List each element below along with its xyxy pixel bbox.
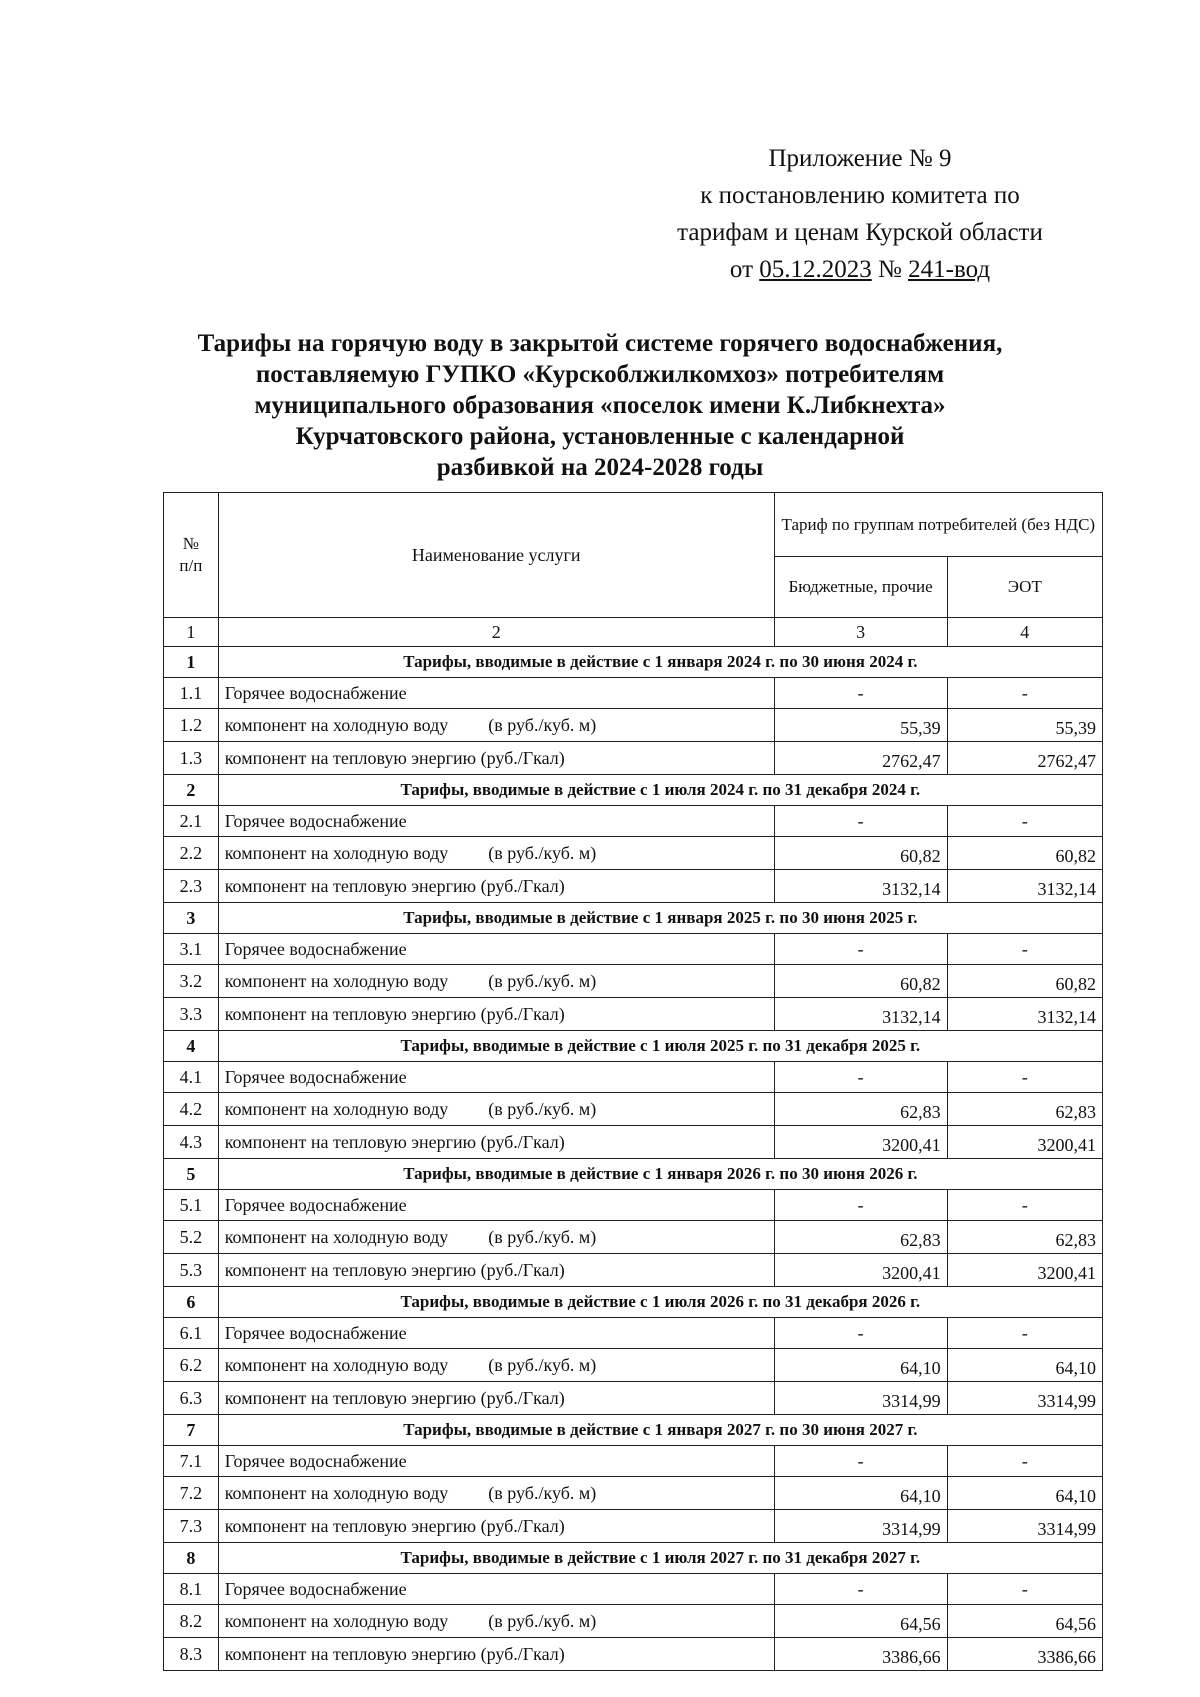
tariff-budget: 62,83 xyxy=(774,1221,947,1254)
service-name-text: Горячее водоснабжение xyxy=(224,682,407,703)
service-unit: (в руб./куб. м) xyxy=(488,970,597,991)
service-name-text: Горячее водоснабжение xyxy=(224,1578,407,1599)
tariff-eot: 3200,41 xyxy=(947,1126,1102,1159)
service-name-text: компонент на холодную воду xyxy=(224,1610,449,1631)
tariff-table xyxy=(163,492,1103,1671)
tariff-eot: 64,10 xyxy=(947,1477,1102,1510)
column-numbers-row xyxy=(164,618,1103,647)
title-line-5: разбивкой на 2024-2028 годы xyxy=(436,454,764,481)
tariff-budget: - xyxy=(774,1062,947,1093)
period-row xyxy=(164,1159,1103,1190)
column-number: 3 xyxy=(774,618,947,647)
service-name xyxy=(218,1574,774,1605)
row-number: 2.3 xyxy=(164,870,219,903)
table-row xyxy=(164,1638,1103,1671)
table-row xyxy=(164,837,1103,870)
service-name-text: компонент на холодную воду xyxy=(224,1482,449,1503)
table-row xyxy=(164,1062,1103,1093)
tariff-budget: 60,82 xyxy=(774,965,947,998)
table-row xyxy=(164,1446,1103,1477)
service-name-text: компонент на тепловую энергию (руб./Гкал) xyxy=(224,875,565,896)
tariff-eot: - xyxy=(947,1574,1102,1605)
table-row xyxy=(164,1318,1103,1349)
period-title: Тарифы, вводимые в действие с 1 января 2026 г. по 30 июня 2026 г. xyxy=(218,1159,1102,1190)
service-name xyxy=(218,1318,774,1349)
title-line-4: Курчатовского района, установленные с календарной xyxy=(295,423,905,450)
header-number xyxy=(164,493,219,618)
row-number: 7.3 xyxy=(164,1510,219,1543)
tariff-eot: 3314,99 xyxy=(947,1510,1102,1543)
tariff-eot: 3200,41 xyxy=(947,1254,1102,1287)
header-budget: Бюджетные, прочие xyxy=(774,556,947,618)
row-number: 4.2 xyxy=(164,1093,219,1126)
service-name xyxy=(218,1221,774,1254)
service-name xyxy=(218,1254,774,1287)
tariff-budget: - xyxy=(774,1318,947,1349)
period-row xyxy=(164,1287,1103,1318)
tariff-budget: 3200,41 xyxy=(774,1254,947,1287)
tariff-eot: - xyxy=(947,1062,1102,1093)
table-row xyxy=(164,1190,1103,1221)
tariff-eot: - xyxy=(947,934,1102,965)
period-number: 5 xyxy=(164,1159,219,1190)
service-name-text: Горячее водоснабжение xyxy=(224,1322,407,1343)
service-name xyxy=(218,1510,774,1543)
row-number: 3.3 xyxy=(164,998,219,1031)
table-row xyxy=(164,1254,1103,1287)
row-number: 8.1 xyxy=(164,1574,219,1605)
tariff-budget: - xyxy=(774,1190,947,1221)
period-title: Тарифы, вводимые в действие с 1 июля 2025 г. по 31 декабря 2025 г. xyxy=(218,1031,1102,1062)
service-name-text: компонент на тепловую энергию (руб./Гкал) xyxy=(224,1387,565,1408)
row-number: 4.1 xyxy=(164,1062,219,1093)
row-number: 3.1 xyxy=(164,934,219,965)
row-number: 5.1 xyxy=(164,1190,219,1221)
tariff-budget: 64,10 xyxy=(774,1477,947,1510)
period-row xyxy=(164,903,1103,934)
service-name xyxy=(218,934,774,965)
title-line-3: муниципального образования «поселок имени К.Либкнехта» xyxy=(254,392,946,419)
table-row xyxy=(164,1510,1103,1543)
service-name-text: Горячее водоснабжение xyxy=(224,1066,407,1087)
column-number: 1 xyxy=(164,618,219,647)
tariff-eot: 2762,47 xyxy=(947,742,1102,775)
period-row xyxy=(164,1415,1103,1446)
row-number: 2.2 xyxy=(164,837,219,870)
service-name xyxy=(218,806,774,837)
tariff-eot: 60,82 xyxy=(947,837,1102,870)
decree-date: 05.12.2023 xyxy=(759,256,872,283)
service-name-text: компонент на холодную воду xyxy=(224,1226,449,1247)
table-row xyxy=(164,806,1103,837)
row-number: 6.2 xyxy=(164,1349,219,1382)
service-name-text: компонент на тепловую энергию (руб./Гкал) xyxy=(224,1259,565,1280)
tariff-budget: 2762,47 xyxy=(774,742,947,775)
service-name xyxy=(218,965,774,998)
service-name-text: компонент на тепловую энергию (руб./Гкал) xyxy=(224,1131,565,1152)
period-title: Тарифы, вводимые в действие с 1 июля 2027 г. по 31 декабря 2027 г. xyxy=(218,1543,1102,1574)
period-title: Тарифы, вводимые в действие с 1 января 2027 г. по 30 июня 2027 г. xyxy=(218,1415,1102,1446)
period-title: Тарифы, вводимые в действие с 1 января 2024 г. по 30 июня 2024 г. xyxy=(218,647,1102,678)
service-name-text: компонент на холодную воду xyxy=(224,714,449,735)
decree-number: 241-вод xyxy=(908,256,991,283)
tariff-eot: 55,39 xyxy=(947,709,1102,742)
tariff-budget: - xyxy=(774,678,947,709)
tariff-eot: - xyxy=(947,1318,1102,1349)
tariff-budget: - xyxy=(774,934,947,965)
appendix-header xyxy=(640,140,1080,288)
tariff-eot: 3386,66 xyxy=(947,1638,1102,1671)
service-unit: (в руб./куб. м) xyxy=(488,1226,597,1247)
service-name-text: компонент на холодную воду xyxy=(224,1354,449,1375)
period-number: 7 xyxy=(164,1415,219,1446)
header-number-text: № п/п xyxy=(179,534,203,575)
table-row xyxy=(164,1093,1103,1126)
service-name xyxy=(218,1605,774,1638)
service-name-text: компонент на тепловую энергию (руб./Гкал) xyxy=(224,747,565,768)
tariff-budget: 3314,99 xyxy=(774,1510,947,1543)
tariff-eot: 60,82 xyxy=(947,965,1102,998)
row-number: 1.3 xyxy=(164,742,219,775)
period-number: 6 xyxy=(164,1287,219,1318)
tariff-budget: - xyxy=(774,1446,947,1477)
table-row xyxy=(164,1477,1103,1510)
row-number: 8.2 xyxy=(164,1605,219,1638)
appendix-line-3: тарифам и ценам Курской области xyxy=(677,219,1043,246)
tariff-budget: 64,56 xyxy=(774,1605,947,1638)
tariff-budget: 55,39 xyxy=(774,709,947,742)
row-number: 5.3 xyxy=(164,1254,219,1287)
service-name xyxy=(218,998,774,1031)
header-eot: ЭОТ xyxy=(947,556,1102,618)
tariff-budget: 62,83 xyxy=(774,1093,947,1126)
appendix-title: Приложение № 9 xyxy=(768,145,952,172)
service-unit: (в руб./куб. м) xyxy=(488,842,597,863)
number-prefix: № xyxy=(871,256,909,283)
table-row xyxy=(164,934,1103,965)
period-title: Тарифы, вводимые в действие с 1 июля 2024 г. по 31 декабря 2024 г. xyxy=(218,775,1102,806)
tariff-budget: 60,82 xyxy=(774,837,947,870)
row-number: 1.1 xyxy=(164,678,219,709)
service-unit: (в руб./куб. м) xyxy=(488,1482,597,1503)
tariff-eot: - xyxy=(947,1190,1102,1221)
service-name xyxy=(218,1477,774,1510)
table-row xyxy=(164,709,1103,742)
row-number: 7.1 xyxy=(164,1446,219,1477)
title-line-1: Тарифы на горячую воду в закрытой системе горячего водоснабжения, xyxy=(197,330,1003,357)
period-number: 8 xyxy=(164,1543,219,1574)
service-name-text: Горячее водоснабжение xyxy=(224,938,407,959)
date-prefix: от xyxy=(729,256,760,283)
tariff-eot: - xyxy=(947,1446,1102,1477)
title-line-2: поставляемую ГУПКО «Курскоблжилкомхоз» потребителям xyxy=(255,361,945,388)
service-name xyxy=(218,837,774,870)
service-name-text: компонент на тепловую энергию (руб./Гкал) xyxy=(224,1643,565,1664)
tariff-eot: 64,56 xyxy=(947,1605,1102,1638)
table-body xyxy=(164,647,1103,1671)
service-name xyxy=(218,678,774,709)
row-number: 6.3 xyxy=(164,1382,219,1415)
service-name-text: компонент на тепловую энергию (руб./Гкал) xyxy=(224,1003,565,1024)
service-name-text: компонент на холодную воду xyxy=(224,970,449,991)
service-name-text: компонент на тепловую энергию (руб./Гкал) xyxy=(224,1515,565,1536)
tariff-budget: 3132,14 xyxy=(774,870,947,903)
tariff-budget: - xyxy=(774,806,947,837)
service-name xyxy=(218,1190,774,1221)
table-row xyxy=(164,1349,1103,1382)
row-number: 5.2 xyxy=(164,1221,219,1254)
service-name-text: компонент на холодную воду xyxy=(224,1098,449,1119)
row-number: 8.3 xyxy=(164,1638,219,1671)
service-name-text: Горячее водоснабжение xyxy=(224,1450,407,1471)
tariff-eot: - xyxy=(947,678,1102,709)
service-unit: (в руб./куб. м) xyxy=(488,1610,597,1631)
tariff-eot: 3132,14 xyxy=(947,870,1102,903)
tariff-budget: 3132,14 xyxy=(774,998,947,1031)
tariff-eot: 62,83 xyxy=(947,1093,1102,1126)
column-number: 4 xyxy=(947,618,1102,647)
document-title xyxy=(130,328,1070,483)
row-number: 2.1 xyxy=(164,806,219,837)
service-name-text: Горячее водоснабжение xyxy=(224,810,407,831)
table-header xyxy=(164,493,1103,647)
row-number: 1.2 xyxy=(164,709,219,742)
tariff-eot: 64,10 xyxy=(947,1349,1102,1382)
tariff-budget: 3386,66 xyxy=(774,1638,947,1671)
header-service-name: Наименование услуги xyxy=(218,493,774,618)
tariff-budget: 3200,41 xyxy=(774,1126,947,1159)
service-name xyxy=(218,870,774,903)
service-name-text: Горячее водоснабжение xyxy=(224,1194,407,1215)
service-unit: (в руб./куб. м) xyxy=(488,714,597,735)
tariff-eot: 62,83 xyxy=(947,1221,1102,1254)
service-name xyxy=(218,1349,774,1382)
appendix-line-2: к постановлению комитета по xyxy=(700,182,1020,209)
table-row xyxy=(164,1382,1103,1415)
period-row xyxy=(164,1543,1103,1574)
table-row xyxy=(164,742,1103,775)
row-number: 4.3 xyxy=(164,1126,219,1159)
service-name xyxy=(218,1638,774,1671)
period-row xyxy=(164,647,1103,678)
table-row xyxy=(164,870,1103,903)
tariff-eot: 3314,99 xyxy=(947,1382,1102,1415)
table-row xyxy=(164,1221,1103,1254)
period-title: Тарифы, вводимые в действие с 1 января 2025 г. по 30 июня 2025 г. xyxy=(218,903,1102,934)
service-name-text: компонент на холодную воду xyxy=(224,842,449,863)
header-consumer-groups: Тариф по группам потребителей (без НДС) xyxy=(774,493,1102,557)
period-number: 2 xyxy=(164,775,219,806)
table-row xyxy=(164,1126,1103,1159)
service-name xyxy=(218,709,774,742)
service-name xyxy=(218,1062,774,1093)
table-row xyxy=(164,998,1103,1031)
table-row xyxy=(164,678,1103,709)
service-name xyxy=(218,742,774,775)
row-number: 7.2 xyxy=(164,1477,219,1510)
tariff-budget: 3314,99 xyxy=(774,1382,947,1415)
service-unit: (в руб./куб. м) xyxy=(488,1098,597,1119)
table-row xyxy=(164,965,1103,998)
service-name xyxy=(218,1446,774,1477)
tariff-eot: 3132,14 xyxy=(947,998,1102,1031)
row-number: 6.1 xyxy=(164,1318,219,1349)
period-number: 4 xyxy=(164,1031,219,1062)
column-number: 2 xyxy=(218,618,774,647)
period-number: 1 xyxy=(164,647,219,678)
tariff-budget: 64,10 xyxy=(774,1349,947,1382)
service-name xyxy=(218,1382,774,1415)
service-unit: (в руб./куб. м) xyxy=(488,1354,597,1375)
tariff-eot: - xyxy=(947,806,1102,837)
service-name xyxy=(218,1126,774,1159)
period-row xyxy=(164,1031,1103,1062)
period-row xyxy=(164,775,1103,806)
period-number: 3 xyxy=(164,903,219,934)
tariff-budget: - xyxy=(774,1574,947,1605)
service-name xyxy=(218,1093,774,1126)
table-row xyxy=(164,1574,1103,1605)
table-row xyxy=(164,1605,1103,1638)
period-title: Тарифы, вводимые в действие с 1 июля 2026 г. по 31 декабря 2026 г. xyxy=(218,1287,1102,1318)
row-number: 3.2 xyxy=(164,965,219,998)
appendix-decree xyxy=(640,251,1080,288)
